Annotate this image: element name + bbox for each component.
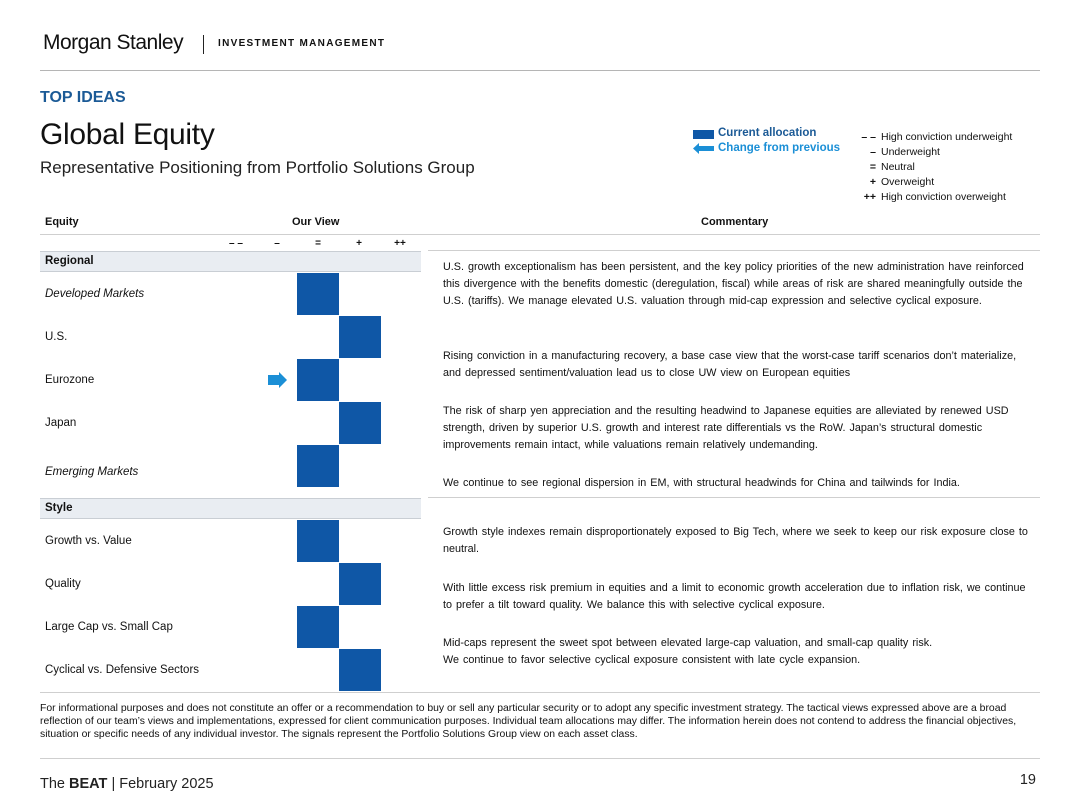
key-label: High conviction underweight xyxy=(881,131,1013,143)
key-label: Overweight xyxy=(881,176,935,188)
brand-logo: Morgan Stanley xyxy=(43,31,184,54)
section-label: Style xyxy=(45,502,73,514)
scale-label: – – xyxy=(229,238,243,249)
footer-date: | February 2025 xyxy=(107,776,214,792)
row-label-emerging-markets: Emerging Markets xyxy=(45,466,139,478)
commentary-large-vs-small-cap: Mid-caps represent the sweet spot between elevated large-cap valuation, and small-cap quality risk. xyxy=(443,637,933,649)
key-symbol: – – xyxy=(861,131,876,143)
commentary-column-header: Commentary xyxy=(701,216,769,228)
commentary-cyclical-vs-defensive: We continue to favor selective cyclical exposure consistent with late cycle expansion. xyxy=(443,654,861,666)
logo-divider xyxy=(203,35,204,54)
footer-rule xyxy=(40,758,1040,759)
allocation-cell-eurozone xyxy=(297,359,339,401)
key-symbol: – xyxy=(870,146,876,158)
view-column-header: Our View xyxy=(292,216,340,228)
commentary-divider xyxy=(428,497,1040,498)
row-label-japan: Japan xyxy=(45,417,77,429)
header-divider xyxy=(40,234,1040,235)
scale-label: = xyxy=(315,238,321,249)
key-label: Underweight xyxy=(881,146,940,158)
key-label: Neutral xyxy=(881,161,915,173)
allocation-cell-developed-markets xyxy=(297,273,339,315)
commentary-growth-vs-value: Growth style indexes remain disproportionately exposed to Big Tech, where we seek to keep our risk exposure close to neutral. xyxy=(443,526,1028,555)
header-rule xyxy=(40,70,1040,71)
legend-current-label: Current allocation xyxy=(718,127,817,139)
brand-division: INVESTMENT MANAGEMENT xyxy=(218,38,386,49)
row-label-growth-vs-value: Growth vs. Value xyxy=(45,535,132,547)
row-label-us: U.S. xyxy=(45,331,68,343)
equity-column-header: Equity xyxy=(45,216,79,228)
scale-label: – xyxy=(274,238,280,249)
row-label-large-vs-small-cap: Large Cap vs. Small Cap xyxy=(45,621,173,633)
scale-label: + xyxy=(356,238,362,249)
section-kicker: TOP IDEAS xyxy=(40,89,126,106)
commentary-divider xyxy=(428,250,1040,251)
key-symbol: + xyxy=(869,176,876,188)
page-title: Global Equity xyxy=(40,118,215,151)
commentary-quality: With little excess risk premium in equities and a limit to economic growth acceleration due to inflation risk, we continue to prefer a tilt toward quality. We balance this with selective cyclical exposure. xyxy=(443,582,1026,611)
page-subtitle: Representative Positioning from Portfolio Solutions Group xyxy=(40,158,475,177)
table-bottom-rule xyxy=(40,692,1040,693)
scale-label: ++ xyxy=(394,238,406,249)
legend-change-label: Change from previous xyxy=(718,142,841,154)
row-label-developed-markets: Developed Markets xyxy=(45,288,145,300)
allocation-cell-cyclical-vs-defensive xyxy=(339,649,381,691)
change-arrow-icon xyxy=(693,143,714,154)
key-label: High conviction overweight xyxy=(881,191,1006,203)
commentary-eurozone: Rising conviction in a manufacturing recovery, a base case view that the worst-case tariff scenarios don’t materialize, and depressed sentiment/valuation lead us to close UW view on European equities xyxy=(443,350,1017,379)
allocation-cell-japan xyxy=(339,402,381,444)
section-header-style xyxy=(40,498,421,519)
row-label-eurozone: Eurozone xyxy=(45,374,95,386)
allocation-cell-growth-vs-value xyxy=(297,520,339,562)
footer-prefix: The xyxy=(40,776,70,792)
commentary-us: U.S. growth exceptionalism has been persistent, and the key policy priorities of the new administration have reinforced this divergence with the benefits domestic (deregulation, fiscal) while areas of risk are shared meaningfully outside the U.S. (tariffs). We manage elevated U.S. valuation through mid-cap expression and selective cyclical exposure. xyxy=(443,261,1024,307)
section-header-regional xyxy=(40,251,421,272)
allocation-cell-emerging-markets xyxy=(297,445,339,487)
footer-publication xyxy=(40,776,214,792)
current-allocation-swatch xyxy=(693,130,714,139)
section-label: Regional xyxy=(45,255,94,267)
allocation-cell-quality xyxy=(339,563,381,605)
page-number: 19 xyxy=(1019,772,1036,788)
disclaimer-text: For informational purposes and does not constitute an offer or a recommendation to buy or sell any particular security or to adopt any specific investment strategy. The tactical views expressed above are a broad reflection of our team’s views and implementations, expressed for client communication purposes. Individual team allocations may differ. The information herein does not contend to address the financial objectives, situation or specific needs of any individual investor. The signals represent the Portfolio Solutions Group view on each asset class. xyxy=(40,703,1017,740)
commentary-japan: The risk of sharp yen appreciation and the resulting headwind to Japanese equities are alleviated by renewed USD strength, driven by superior U.S. growth and interest rate differentials vs the RoW. Japan’s structural domestic improvements remain intact, while valuations remain relatively undemanding. xyxy=(443,405,1009,451)
allocation-cell-large-vs-small-cap xyxy=(297,606,339,648)
key-symbol: = xyxy=(869,161,876,173)
key-symbol: ++ xyxy=(863,191,876,203)
commentary-emerging-markets: We continue to see regional dispersion in EM, with structural headwinds for China and tailwinds for India. xyxy=(443,477,960,489)
row-label-quality: Quality xyxy=(45,578,81,590)
change-right-arrow-icon xyxy=(268,372,287,388)
footer-brand: BEAT xyxy=(69,776,108,792)
allocation-cell-us xyxy=(339,316,381,358)
row-label-cyclical-vs-defensive: Cyclical vs. Defensive Sectors xyxy=(45,664,200,676)
